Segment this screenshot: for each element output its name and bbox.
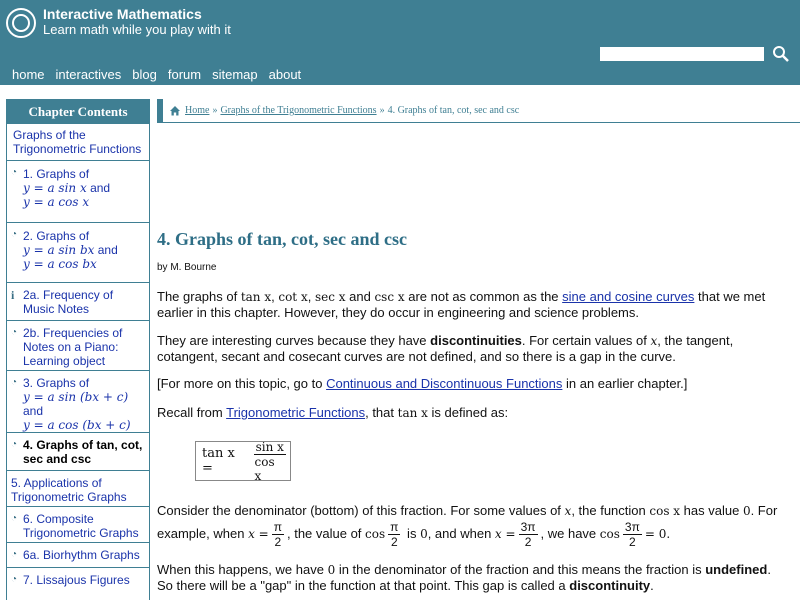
- sidebar-item-label: 4. Graphs of tan, cot, sec and csc: [23, 438, 143, 466]
- formula-numerator: sin x: [255, 439, 284, 454]
- sidebar-item-and: and: [86, 181, 111, 195]
- sidebar-item-label: 5. Applications of Trigonometric Graphs: [11, 476, 127, 504]
- mouse-icon: ◔: [11, 167, 18, 178]
- term-discontinuities: discontinuities: [430, 333, 522, 348]
- math-sec: sec x: [314, 290, 346, 304]
- sidebar-item-chapter[interactable]: [7, 124, 149, 161]
- formula-fraction: [253, 440, 287, 483]
- math-zero: 0: [420, 526, 428, 541]
- breadcrumb-parent-link[interactable]: Graphs of the Trigonometric Functions: [220, 105, 377, 116]
- term-discontinuity: discontinuity: [569, 578, 651, 593]
- math-zero: 0: [327, 563, 336, 577]
- math-x: x: [564, 504, 572, 518]
- formula-tan-definition: [195, 441, 291, 481]
- breadcrumb-current: 4. Graphs of tan, cot, sec and csc: [387, 105, 520, 116]
- main-nav: [12, 67, 312, 82]
- nav-blog[interactable]: blog: [132, 67, 157, 82]
- mouse-icon: ◔: [11, 229, 18, 240]
- sidebar-item-label: 3. Graphs of: [23, 376, 90, 390]
- paragraph-recall: Recall from Trigonometric Functions, that tan x is defined as:: [157, 405, 509, 420]
- sidebar-item-math: y = a sin (bx + c): [23, 390, 129, 404]
- home-icon[interactable]: [169, 105, 181, 116]
- sidebar-item-1[interactable]: [7, 161, 149, 223]
- mouse-icon: ◔: [11, 377, 18, 388]
- sidebar-item-label: 2. Graphs of: [23, 229, 90, 243]
- math-tan: tan x: [240, 290, 272, 304]
- sidebar-item-label: 6a. Biorhythm Graphs: [23, 548, 140, 562]
- fraction-pi-over-2: $\frac{\pi}{2}$: [273, 520, 282, 549]
- math-equals-zero: = 0.: [644, 526, 671, 541]
- sidebar-item-and: and: [23, 404, 44, 418]
- math-zero: 0: [742, 504, 751, 518]
- sidebar-item-6[interactable]: [7, 507, 149, 543]
- math-x: x: [650, 334, 658, 348]
- site-title[interactable]: Interactive Mathematics: [43, 6, 202, 22]
- sidebar-item-math: y = a cos bx: [23, 257, 97, 271]
- math-cos: cos: [599, 526, 620, 541]
- nav-forum[interactable]: forum: [167, 67, 202, 82]
- paragraph-discontinuities: They are interesting curves because they have discontinuities. For certain values of x, the tangent, cotangent, secant and cosecant curves are not defined, and so there is a gap in the curve.: [157, 333, 734, 364]
- mouse-icon: ◔: [11, 549, 18, 560]
- breadcrumb: [157, 99, 800, 123]
- site-tagline: Learn math while you play with it: [43, 22, 231, 37]
- sidebar-item-3[interactable]: [7, 371, 149, 433]
- sidebar-item-4-current[interactable]: [7, 433, 149, 471]
- paragraph-intro: The graphs of tan x, cot x, sec x and csc x are not as common as the sine and cosine curves that we met earlier in this chapter. However, they do occur in engineering and science problems.: [157, 289, 766, 320]
- chapter-sidebar: [6, 99, 150, 600]
- sidebar-item-math: y = a cos (bx + c): [23, 418, 131, 432]
- logo-ring: [12, 14, 30, 32]
- search-icon: [772, 45, 790, 63]
- nav-home[interactable]: home: [12, 67, 45, 82]
- math-cot: cot x: [278, 290, 308, 304]
- sidebar-item-math: y = a sin x: [23, 181, 87, 195]
- paragraph-more-info: [For more on this topic, go to Continuous and Discontinuous Functions in an earlier chapter.]: [157, 376, 688, 391]
- sidebar-item-2a[interactable]: [7, 283, 149, 321]
- math-tan: tan x: [397, 406, 428, 420]
- sidebar-item-math: y = a cos x: [23, 195, 90, 209]
- math-x-equals: x =: [248, 526, 269, 541]
- breadcrumb-separator: »: [379, 105, 385, 116]
- mouse-icon: ◔: [11, 574, 18, 585]
- link-trigonometric-functions[interactable]: Trigonometric Functions: [226, 405, 366, 420]
- sidebar-item-7[interactable]: [7, 568, 149, 592]
- sidebar-item-label: 6. Composite Trigonometric Graphs: [23, 512, 139, 540]
- paragraph-undefined: When this happens, we have 0 in the denominator of the fraction and this means the fraction is undefined. So there will be a "gap" in the function at that point. This gap is called a discontinuity.: [157, 562, 771, 593]
- sidebar-item-2[interactable]: [7, 223, 149, 283]
- formula-lhs: tan x =: [202, 446, 235, 476]
- link-sine-cosine-curves[interactable]: sine and cosine curves: [562, 289, 695, 304]
- author-byline: by M. Bourne: [157, 262, 217, 273]
- page-title: 4. Graphs of tan, cot, sec and csc: [157, 229, 407, 249]
- link-continuous-functions[interactable]: Continuous and Discontinuous Functions: [326, 376, 563, 391]
- paragraph-denominator: Consider the denominator (bottom) of this fraction. For some values of x, the function cos x has value 0. For example, when x = $\frac{\pi}{2}$ , the value of cos $\frac{\pi}{2}$ is 0, and when x = $\frac{3\pi}{2}$ , we have cos $\frac{3\pi}{2}$ = 0.: [157, 503, 778, 549]
- math-csc: csc x: [374, 290, 405, 304]
- mouse-icon: ◔: [11, 327, 18, 338]
- sidebar-item-2b[interactable]: [7, 321, 149, 371]
- sidebar-item-label: 1. Graphs of: [23, 167, 90, 181]
- site-header: [0, 0, 800, 85]
- sidebar-title: Chapter Contents: [7, 100, 149, 124]
- math-x-equals: x =: [494, 526, 516, 541]
- site-logo[interactable]: [6, 8, 36, 38]
- search-button[interactable]: [770, 43, 792, 65]
- sidebar-item-label: 7. Lissajous Figures: [23, 573, 130, 587]
- sidebar-item-and: and: [94, 243, 118, 257]
- nav-about[interactable]: about: [268, 67, 302, 82]
- fraction-3pi-over-2: $\frac{3\pi}{2}$: [520, 520, 536, 549]
- fraction-3pi-over-2: $\frac{3\pi}{2}$: [624, 520, 640, 549]
- nav-sitemap[interactable]: sitemap: [212, 67, 258, 82]
- sidebar-item-label: Graphs of the Trigonometric Functions: [13, 128, 142, 156]
- term-undefined: undefined: [705, 562, 768, 577]
- mouse-icon: ◔: [11, 513, 18, 524]
- search-input[interactable]: [600, 47, 764, 61]
- sidebar-item-5[interactable]: [7, 471, 149, 507]
- sidebar-item-6a[interactable]: [7, 543, 149, 568]
- mouse-icon: ◔: [11, 439, 18, 450]
- breadcrumb-separator: »: [212, 105, 218, 116]
- math-cos: cos: [365, 526, 386, 541]
- fraction-pi-over-2: $\frac{\pi}{2}$: [390, 520, 399, 549]
- info-icon: i: [11, 288, 15, 302]
- sidebar-item-label: 2a. Frequency of Music Notes: [23, 288, 114, 316]
- sidebar-item-label: 2b. Frequencies of Notes on a Piano: Learning object: [23, 326, 123, 368]
- sidebar-item-math: y = a sin bx: [23, 243, 95, 257]
- breadcrumb-home-link[interactable]: Home: [185, 105, 210, 116]
- formula-denominator: cos x: [254, 454, 275, 483]
- nav-interactives[interactable]: interactives: [55, 67, 122, 82]
- math-cos: cos x: [649, 504, 681, 518]
